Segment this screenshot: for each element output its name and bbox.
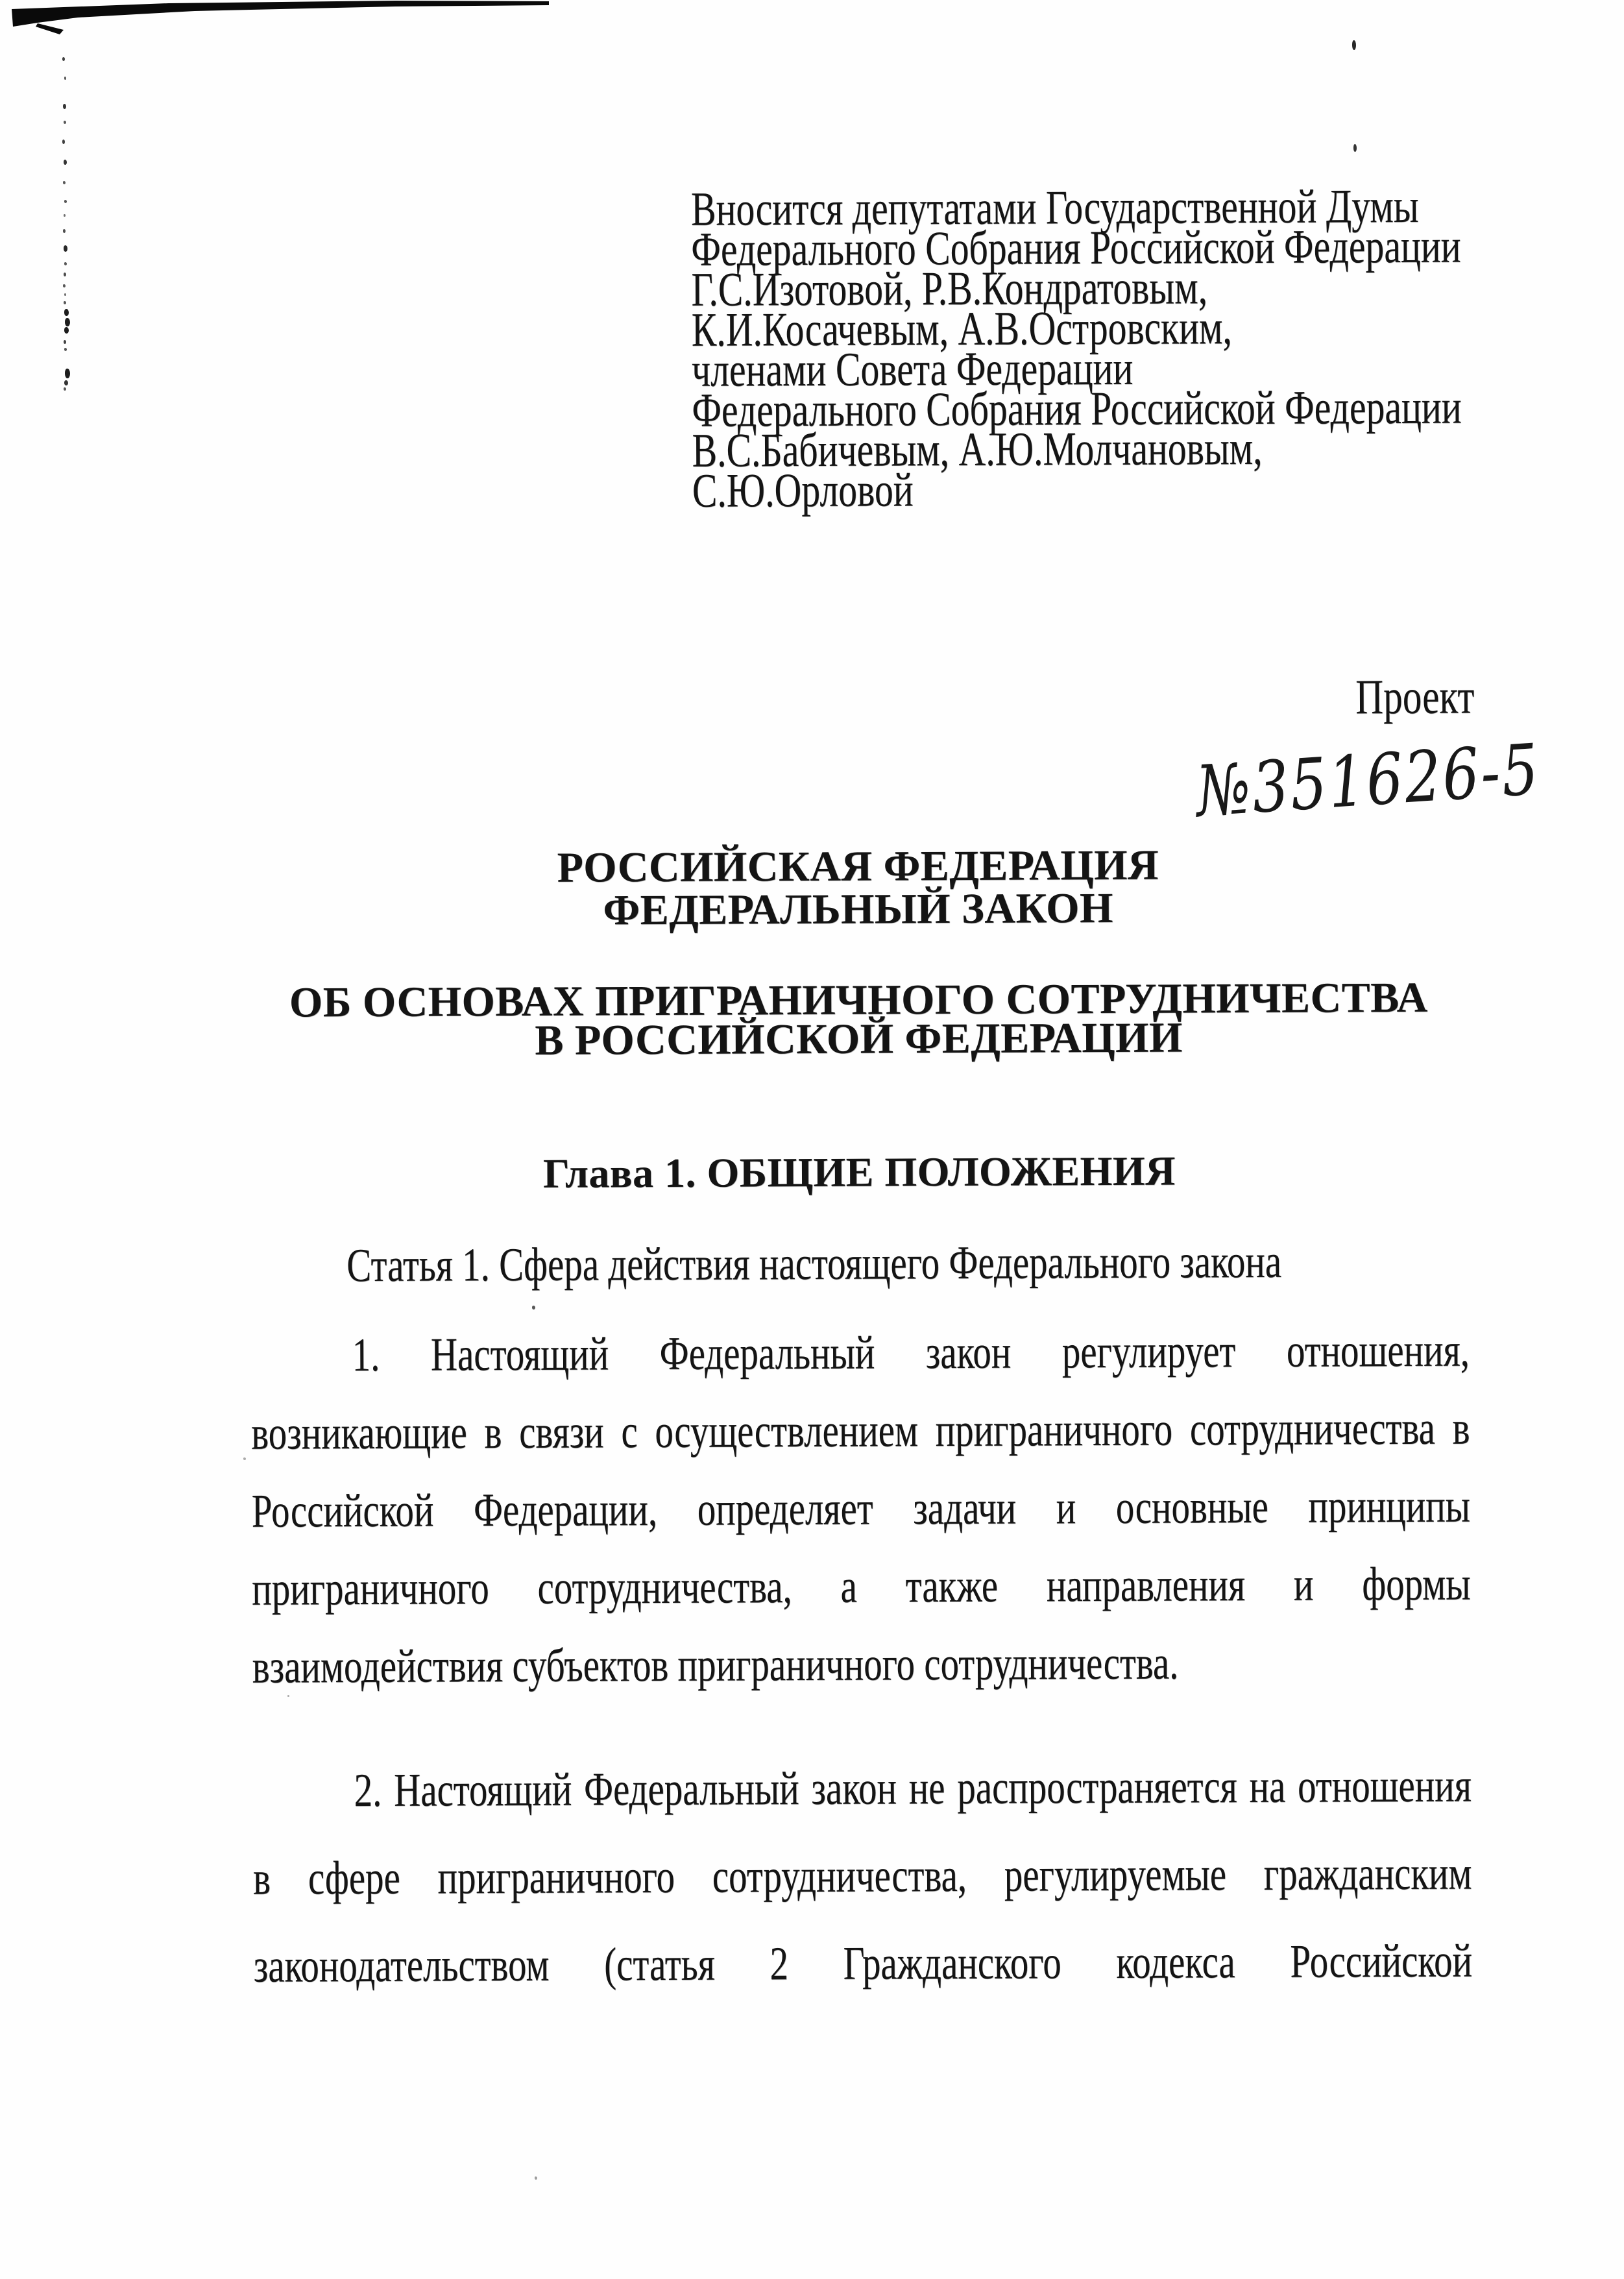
submission-line: Федерального Собрания Российской Федерации [691, 219, 1461, 276]
submission-line: членами Совета Федерации [691, 341, 1133, 397]
submission-line: Вносится депутатами Государственной Думы [690, 179, 1419, 236]
paragraph-line: приграничного сотрудничества, а также направления и формы [252, 1557, 1471, 1615]
law-heading-line: ФЕДЕРАЛЬНЫЙ ЗАКОН [603, 884, 1114, 934]
law-subject-heading [249, 973, 1468, 1064]
paragraph-line: 2. Настоящий Федеральный закон не распространяется на отношения [354, 1759, 1472, 1817]
law-subject-line: В РОССИЙСКОЙ ФЕДЕРАЦИИ [535, 1014, 1183, 1064]
paragraph-line: законодательством (статья 2 Гражданского кодекса Российской [253, 1934, 1473, 1992]
submission-line: К.И.Косачевым, А.В.Островским, [691, 301, 1233, 357]
paragraph-line: в сфере приграничного сотрудничества, регулируемые гражданским [253, 1846, 1472, 1905]
law-heading [248, 843, 1468, 934]
law-subject-line: ОБ ОСНОВАХ ПРИГРАНИЧНОГО СОТРУДНИЧЕСТВА [289, 973, 1428, 1027]
submission-line: Федерального Собрания Российской Федерации [692, 380, 1462, 437]
submission-block [690, 179, 1462, 518]
law-heading-line: РОССИЙСКАЯ ФЕДЕРАЦИЯ [557, 841, 1159, 892]
handwritten-number: №351626-5 [1193, 729, 1543, 833]
paragraph-line: взаимодействия субъектов приграничного сотрудничества. [252, 1636, 1179, 1693]
chapter-heading: Глава 1. ОБЩИЕ ПОЛОЖЕНИЯ [542, 1147, 1176, 1197]
article-heading: Статья 1. Сфера действия настоящего Федерального закона [346, 1234, 1282, 1292]
paragraph-2 [252, 1742, 1472, 2010]
paragraph-line: 1. Настоящий Федеральный закон регулирует отношения, [352, 1323, 1470, 1382]
submission-line: В.С.Бабичевым, А.Ю.Молчановым, [692, 421, 1263, 478]
draft-label: Проект [1355, 669, 1475, 725]
paragraph-line: Российской Федерации, определяет задачи и основные принципы [251, 1479, 1471, 1537]
submission-line: С.Ю.Орловой [692, 463, 914, 518]
submission-line: Г.С.Изотовой, Р.В.Кондратовым, [691, 261, 1208, 317]
paragraph-line: возникающие в связи с осуществлением приграничного сотрудничества в [251, 1401, 1470, 1459]
paragraph-1 [250, 1311, 1471, 1706]
